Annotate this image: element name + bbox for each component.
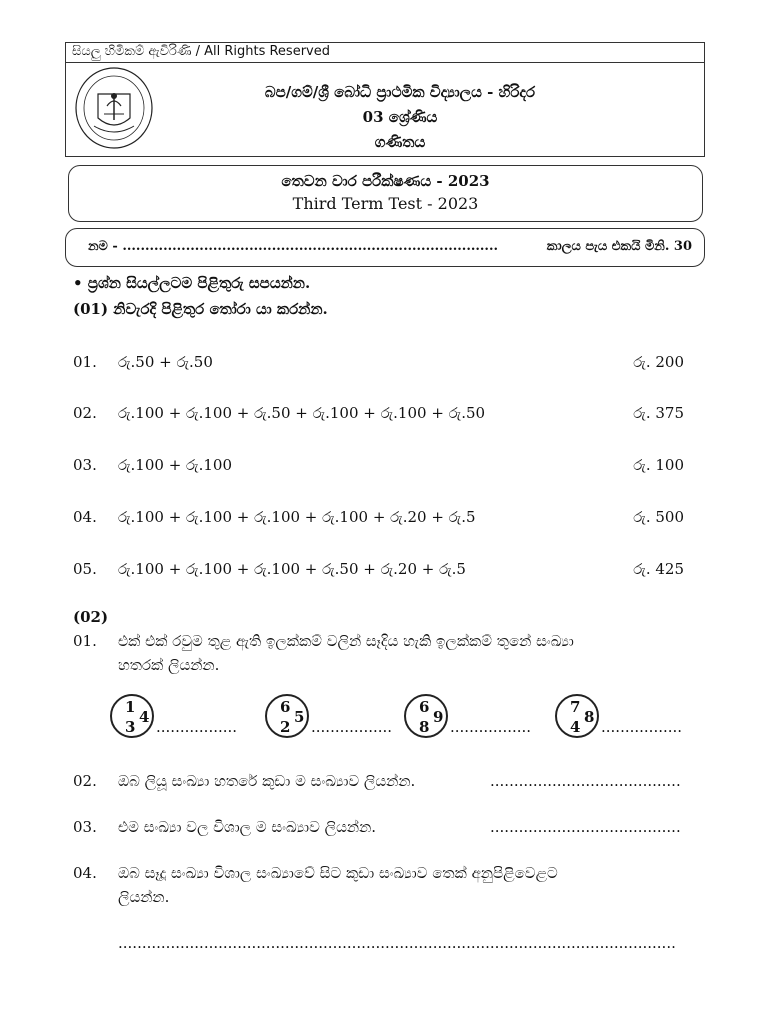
circle-digit-bottom: 8 xyxy=(419,718,430,736)
circle-digit-top: 6 xyxy=(280,698,291,716)
school-name: බප/ගම්/ශ්‍රී බෝධි ප්‍රාථමික විද්‍යාලය - හිරිදර xyxy=(264,83,536,101)
q2-2-number: 02. xyxy=(73,772,97,790)
part1-q1-expression[interactable]: රු.50 + රු.50 xyxy=(118,353,213,371)
instruction-all: • ප්‍රශ්න සියල්ලටම පිළිතුරු සපයන්න. xyxy=(73,274,311,292)
part1-q4-answer[interactable]: රු. 500 xyxy=(633,508,684,526)
rights-notice: සියලු හිමිකම් ඇවිරිණි / All Rights Reserved xyxy=(72,44,330,59)
circle-digit-bottom: 2 xyxy=(280,718,291,736)
circle-answer-blank-3[interactable]: ................. xyxy=(450,718,532,736)
part1-q2-expression[interactable]: රු.100 + රු.100 + රු.50 + රු.100 + රු.100 + රු.50 xyxy=(118,404,486,422)
grade: 03 ශ්‍රේණිය xyxy=(362,108,438,126)
subject: ගණිතය xyxy=(374,133,426,151)
q2-2-answer-blank[interactable]: ........................................ xyxy=(490,772,681,790)
q2-4-line2: ලියන්න. xyxy=(118,888,170,906)
part1-q3-expression[interactable]: රු.100 + රු.100 xyxy=(118,456,232,474)
q2-3-answer-blank[interactable]: ........................................ xyxy=(490,818,681,836)
name-field: නම - ................................................................................... xyxy=(88,239,498,254)
part1-q3-number: 03. xyxy=(73,456,97,474)
part1-q4-number: 04. xyxy=(73,508,97,526)
q2-1-line1: එක් එක් රවුම තුළ ඇති ඉලක්කම් වලින් සෑදිය හැකි ඉලක්කම් තුනේ සංඛ්‍යා xyxy=(118,632,574,650)
q2-2-text: ඔබ ලියූ සංඛ්‍යා හතරේ කුඩා ම සංඛ්‍යාව ලියන්න. xyxy=(118,772,416,790)
q2-1-line2: හතරක් ලියන්න. xyxy=(118,656,220,674)
q2-3-text: එම සංඛ්‍යා වල විශාල ම සංඛ්‍යාව ලියන්න. xyxy=(118,818,377,836)
q2-1-number: 01. xyxy=(73,632,97,650)
q2-4-answer-blank[interactable]: ..................................................................................................................... xyxy=(118,934,676,952)
circle-digit-top: 6 xyxy=(419,698,430,716)
part1-q1-number: 01. xyxy=(73,353,97,371)
q2-4-line1: ඔබ සෑදූ සංඛ්‍යා විශාල සංඛ්‍යාවේ සිට කුඩා සංඛ්‍යාව තෙක් අනුපිළිවෙළට xyxy=(118,864,558,882)
test-title-si: තෙවන වාර පරීක්ෂණය - 2023 xyxy=(281,172,490,190)
digit-circle-1 xyxy=(110,694,154,738)
circle-digit-bottom: 4 xyxy=(570,718,581,736)
q2-3-number: 03. xyxy=(73,818,97,836)
digit-circle-3 xyxy=(404,694,448,738)
q2-4-number: 04. xyxy=(73,864,97,882)
part1-q5-number: 05. xyxy=(73,560,97,578)
circle-digit-top: 7 xyxy=(570,698,581,716)
part1-q2-answer[interactable]: රු. 375 xyxy=(633,404,684,422)
part2-label: (02) xyxy=(73,608,109,626)
part1-q3-answer[interactable]: රු. 100 xyxy=(633,456,684,474)
digit-circle-2 xyxy=(265,694,309,738)
circle-digit-side: 4 xyxy=(139,708,150,726)
circle-answer-blank-1[interactable]: ................. xyxy=(156,718,238,736)
circle-digit-bottom: 3 xyxy=(125,718,136,736)
test-title-box xyxy=(68,165,703,222)
part1-q4-expression[interactable]: රු.100 + රු.100 + රු.100 + රු.100 + රු.20 + රු.5 xyxy=(118,508,476,526)
circle-answer-blank-4[interactable]: ................. xyxy=(601,718,683,736)
circle-digit-side: 5 xyxy=(294,708,305,726)
part1-q2-number: 02. xyxy=(73,404,97,422)
school-crest-logo xyxy=(74,66,154,150)
part1-q5-answer[interactable]: රු. 425 xyxy=(633,560,684,578)
part1-instruction: (01) නිවැරදි පිළිතුර තෝරා යා කරන්න. xyxy=(73,300,328,318)
part1-q5-expression[interactable]: රු.100 + රු.100 + රු.100 + රු.50 + රු.20 + රු.5 xyxy=(118,560,466,578)
circle-answer-blank-2[interactable]: ................. xyxy=(311,718,393,736)
circle-digit-top: 1 xyxy=(125,698,136,716)
name-time-box xyxy=(65,228,705,267)
test-title-en: Third Term Test - 2023 xyxy=(292,194,479,213)
header-divider xyxy=(65,62,705,63)
circle-digit-side: 9 xyxy=(433,708,444,726)
time-allowed: කාලය පැය එකයි මිනි. 30 xyxy=(546,239,692,254)
digit-circle-4 xyxy=(555,694,599,738)
circle-digit-side: 8 xyxy=(584,708,595,726)
school-info xyxy=(160,80,640,155)
part1-q1-answer[interactable]: රු. 200 xyxy=(633,353,684,371)
